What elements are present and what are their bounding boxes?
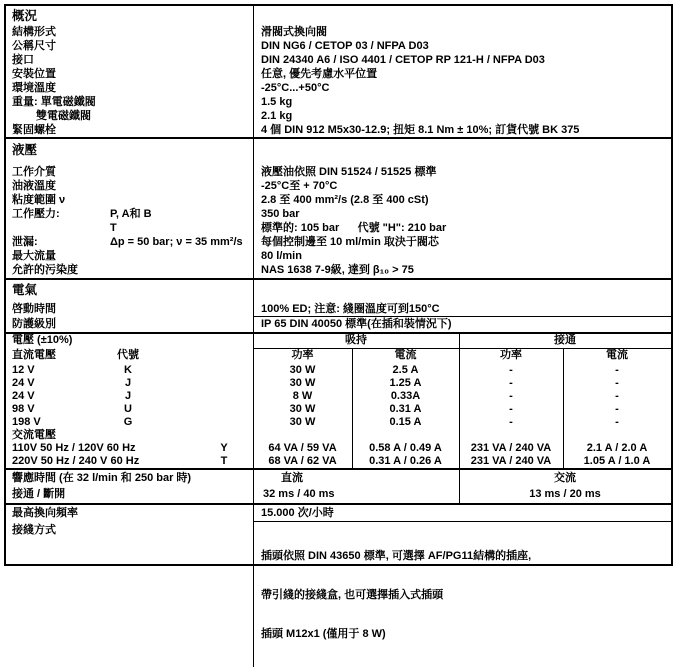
section-connection xyxy=(6,503,671,667)
cell-power-hold: 64 VA / 59 VA xyxy=(268,442,337,454)
voltage-value: 110V 50 Hz / 120V 60 Hz xyxy=(12,442,136,454)
row-leakage-label xyxy=(6,235,253,249)
column-divider xyxy=(253,505,254,667)
row-duty-cycle-value: 100% ED; 注意: 綫圈溫度可到150°C xyxy=(253,302,671,317)
cell-current-on: - xyxy=(615,390,619,402)
voltage-code: J xyxy=(124,390,132,402)
row-dc-24v-30w xyxy=(6,377,671,390)
cell-current-on: - xyxy=(615,403,619,415)
row-ac-110v-label xyxy=(6,442,253,455)
section-voltage-table xyxy=(6,332,671,468)
row-contamination-value: NAS 1638 7-9級, 達到 β₁₀ > 75 xyxy=(261,264,414,276)
section-hydraulic xyxy=(6,137,671,278)
row-mounting-position-value: 任意, 優先考慮水平位置 xyxy=(261,68,378,80)
row-pressure-t-label xyxy=(6,221,253,235)
response-time-label: 響應時間 (在 32 l/min 和 250 bar 時) xyxy=(12,472,192,484)
column-divider xyxy=(563,348,564,468)
cell-current-hold: 1.25 A xyxy=(389,377,422,389)
col-header-power-hold: 功率 xyxy=(291,349,314,361)
row-weight-single-value: 1.5 kg xyxy=(261,96,293,108)
cell-current-hold: 0.15 A xyxy=(389,416,422,428)
pressure-label: 工作壓力: xyxy=(12,208,60,220)
dc-voltage-header xyxy=(6,348,253,364)
response-onoff-label: 接通 / 斷開 xyxy=(12,488,66,500)
leakage-condition: Δp = 50 bar; ν = 35 mm²/s xyxy=(110,236,243,248)
row-pressure-pab-value: 350 bar xyxy=(261,208,300,220)
cell-current-on: 2.1 A / 2.0 A xyxy=(586,442,648,454)
row-viscosity-label: 粘度範圍 ν xyxy=(12,194,66,206)
column-divider xyxy=(253,139,254,278)
row-fixing-bolts xyxy=(6,123,671,137)
row-structure-type xyxy=(6,25,671,39)
section-hydraulic-title: 液壓 xyxy=(12,143,38,157)
cell-current-hold: 0.31 A / 0.26 A xyxy=(369,455,442,467)
voltage-section-title: 電壓 (±10%) xyxy=(12,334,73,346)
response-ac-header: 交流 xyxy=(554,472,576,484)
row-oil-temp-value: -25°C至 + 70°C xyxy=(261,180,338,192)
row-switching-frequency-value: 15.000 次/小時 xyxy=(253,505,671,522)
cell-current-hold: 0.31 A xyxy=(389,403,422,415)
row-nominal-size-value: DIN NG6 / CETOP 03 / NFPA D03 xyxy=(261,40,429,52)
row-ac-220v-label xyxy=(6,455,253,468)
row-fixing-bolts-label: 緊固螺栓 xyxy=(12,124,56,136)
response-dc-value: 32 ms / 40 ms xyxy=(263,488,335,500)
row-pressure-t-value: 標準的: 105 bar 代號 "H": 210 bar xyxy=(261,222,447,234)
code-header: 代號 xyxy=(117,349,139,361)
row-switching-frequency xyxy=(6,505,671,522)
cell-power-hold: 8 W xyxy=(292,390,313,402)
row-weight-double-value: 2.1 kg xyxy=(261,110,293,122)
voltage-value: 198 V xyxy=(12,416,41,428)
column-divider xyxy=(459,470,460,503)
row-protection-class xyxy=(6,317,671,332)
row-pressure-t xyxy=(6,221,671,235)
row-ambient-temp xyxy=(6,81,671,95)
row-fixing-bolts-value: 4 個 DIN 912 M5x30-12.9; 扭矩 8.1 Nm ± 10%; 訂貨代號 BK 375 xyxy=(261,124,580,136)
row-connection-type xyxy=(6,522,671,667)
column-divider xyxy=(352,348,353,468)
row-ac-220v xyxy=(6,455,671,468)
row-nominal-size-label: 公稱尺寸 xyxy=(12,40,56,52)
row-response-values xyxy=(6,487,671,503)
row-ambient-temp-label: 環境溫度 xyxy=(12,82,56,94)
row-ac-label xyxy=(6,429,671,442)
cell-current-on: 1.05 A / 1.0 A xyxy=(583,455,651,467)
cell-current-hold: 2.5 A xyxy=(392,364,419,376)
row-protection-class-value: IP 65 DIN 40050 標準(在插和裝情況下) xyxy=(261,318,452,330)
dc-voltage-header-text: 直流電壓 xyxy=(12,349,56,361)
row-dc-12v xyxy=(6,364,671,377)
cell-current-on: - xyxy=(615,377,619,389)
section-response-time xyxy=(6,468,671,503)
row-max-flow-label: 最大流量 xyxy=(12,250,56,262)
cell-power-hold: 30 W xyxy=(289,377,316,389)
leakage-label: 泄漏: xyxy=(12,236,38,248)
row-leakage-value: 每個控制邊至 10 ml/min 取決于閥芯 xyxy=(261,236,439,248)
row-switching-frequency-label: 最高換向頻率 xyxy=(12,507,78,519)
header-divider xyxy=(253,348,671,349)
row-ports-label: 接口 xyxy=(12,54,34,66)
row-dc-198v-label xyxy=(6,416,253,429)
row-response-header xyxy=(6,470,671,487)
row-oil-temp xyxy=(6,179,671,193)
voltage-code: Y xyxy=(220,442,228,454)
section-general-title: 概況 xyxy=(12,9,38,23)
row-pressure-pab xyxy=(6,207,671,221)
group-header-holding: 吸持 xyxy=(345,334,367,346)
connection-line-3: 插頭 M12x1 (僅用于 8 W) xyxy=(261,628,386,640)
column-divider xyxy=(459,334,460,468)
column-divider xyxy=(253,334,254,468)
section-electrical xyxy=(6,278,671,332)
row-contamination xyxy=(6,263,671,277)
row-leakage xyxy=(6,235,671,249)
voltage-value: 24 V xyxy=(12,390,35,402)
row-dc-98v-label xyxy=(6,403,253,416)
row-duty-cycle xyxy=(6,302,671,317)
voltage-value: 98 V xyxy=(12,403,35,415)
response-dc-header: 直流 xyxy=(281,472,303,484)
row-ports xyxy=(6,53,671,67)
cell-power-on: - xyxy=(509,403,513,415)
ac-voltage-header: 交流電壓 xyxy=(12,429,56,441)
row-nominal-size xyxy=(6,39,671,53)
col-header-power-on: 功率 xyxy=(500,349,522,361)
voltage-header-row xyxy=(6,334,671,348)
row-fluid-value: 液壓油依照 DIN 51524 / 51525 標準 xyxy=(261,166,437,178)
cell-current-on: - xyxy=(615,364,619,376)
row-fluid-label: 工作介質 xyxy=(12,166,56,178)
row-max-flow xyxy=(6,249,671,263)
voltage-code: G xyxy=(123,416,133,428)
voltage-value: 24 V xyxy=(12,377,35,389)
col-header-current-hold: 電流 xyxy=(394,349,417,361)
row-contamination-label: 允許的污染度 xyxy=(12,264,78,276)
row-dc-198v xyxy=(6,416,671,429)
connection-line-1: 插頭依照 DIN 43650 標準, 可選擇 AF/PG11結構的插座, xyxy=(261,550,532,562)
row-fluid xyxy=(6,165,671,179)
row-weight-single-label: 重量: 單電磁鐵閥 xyxy=(12,96,96,108)
cell-current-hold: 0.33A xyxy=(390,390,421,402)
voltage-value: 220V 50 Hz / 240 V 60 Hz xyxy=(12,455,140,467)
row-mounting-position-label: 安裝位置 xyxy=(12,68,56,80)
row-viscosity xyxy=(6,193,671,207)
spec-table-frame xyxy=(4,4,673,640)
section-general xyxy=(6,6,671,137)
voltage-code: K xyxy=(124,364,132,376)
pressure-ports-pab: P, A和 B xyxy=(110,208,152,220)
response-ac-value: 13 ms / 20 ms xyxy=(529,488,601,500)
cell-current-hold: 0.58 A / 0.49 A xyxy=(369,442,442,454)
cell-power-on: - xyxy=(509,377,513,389)
row-dc-98v xyxy=(6,403,671,416)
connection-line-2: 帶引綫的接綫盒, 也可選擇插入式插頭 xyxy=(261,589,444,601)
column-divider xyxy=(253,470,254,503)
row-mounting-position xyxy=(6,67,671,81)
voltage-column-header-row xyxy=(6,348,671,364)
row-pressure-pab-label xyxy=(6,207,253,221)
row-viscosity-value: 2.8 至 400 mm²/s (2.8 至 400 cSt) xyxy=(261,194,429,206)
cell-power-on: - xyxy=(509,364,513,376)
cell-power-on: - xyxy=(509,390,513,402)
cell-current-on: - xyxy=(615,416,619,428)
column-divider xyxy=(253,280,254,332)
pressure-port-t: T xyxy=(110,222,117,234)
cell-power-on: - xyxy=(509,416,513,428)
row-duty-cycle-label: 啓動時間 xyxy=(12,303,56,315)
cell-power-hold: 30 W xyxy=(289,403,316,415)
voltage-value: 12 V xyxy=(12,364,35,376)
row-dc-24v-8w xyxy=(6,390,671,403)
row-structure-type-value: 滑閥式換向閥 xyxy=(261,26,327,38)
cell-power-hold: 68 VA / 62 VA xyxy=(268,455,337,467)
row-weight-double xyxy=(6,109,671,123)
voltage-code: U xyxy=(124,403,132,415)
col-header-current-on: 電流 xyxy=(606,349,628,361)
row-connection-type-value xyxy=(253,522,671,667)
voltage-code: J xyxy=(124,377,132,389)
cell-power-hold: 30 W xyxy=(289,416,316,428)
row-dc-24v-30w-label xyxy=(6,377,253,390)
row-dc-12v-label xyxy=(6,364,253,377)
row-max-flow-value: 80 l/min xyxy=(261,250,302,262)
row-oil-temp-label: 油液溫度 xyxy=(12,180,56,192)
row-dc-24v-8w-label xyxy=(6,390,253,403)
cell-power-on: 231 VA / 240 VA xyxy=(470,442,552,454)
row-ac-110v xyxy=(6,442,671,455)
row-ports-value: DIN 24340 A6 / ISO 4401 / CETOP RP 121-H / NFPA D03 xyxy=(261,54,545,66)
group-header-switchon: 接通 xyxy=(554,334,576,346)
row-protection-class-label: 防護級別 xyxy=(12,318,56,330)
voltage-code: T xyxy=(220,455,228,467)
row-connection-type-label: 接綫方式 xyxy=(12,524,56,536)
row-structure-type-label: 結構形式 xyxy=(12,26,56,38)
cell-power-hold: 30 W xyxy=(289,364,316,376)
cell-power-on: 231 VA / 240 VA xyxy=(470,455,552,467)
row-weight-double-label: 雙電磁鐵閥 xyxy=(36,110,91,122)
column-divider xyxy=(253,6,254,137)
row-weight-single xyxy=(6,95,671,109)
row-ambient-temp-value: -25°C...+50°C xyxy=(261,82,330,94)
section-electrical-title: 電氣 xyxy=(12,283,38,297)
